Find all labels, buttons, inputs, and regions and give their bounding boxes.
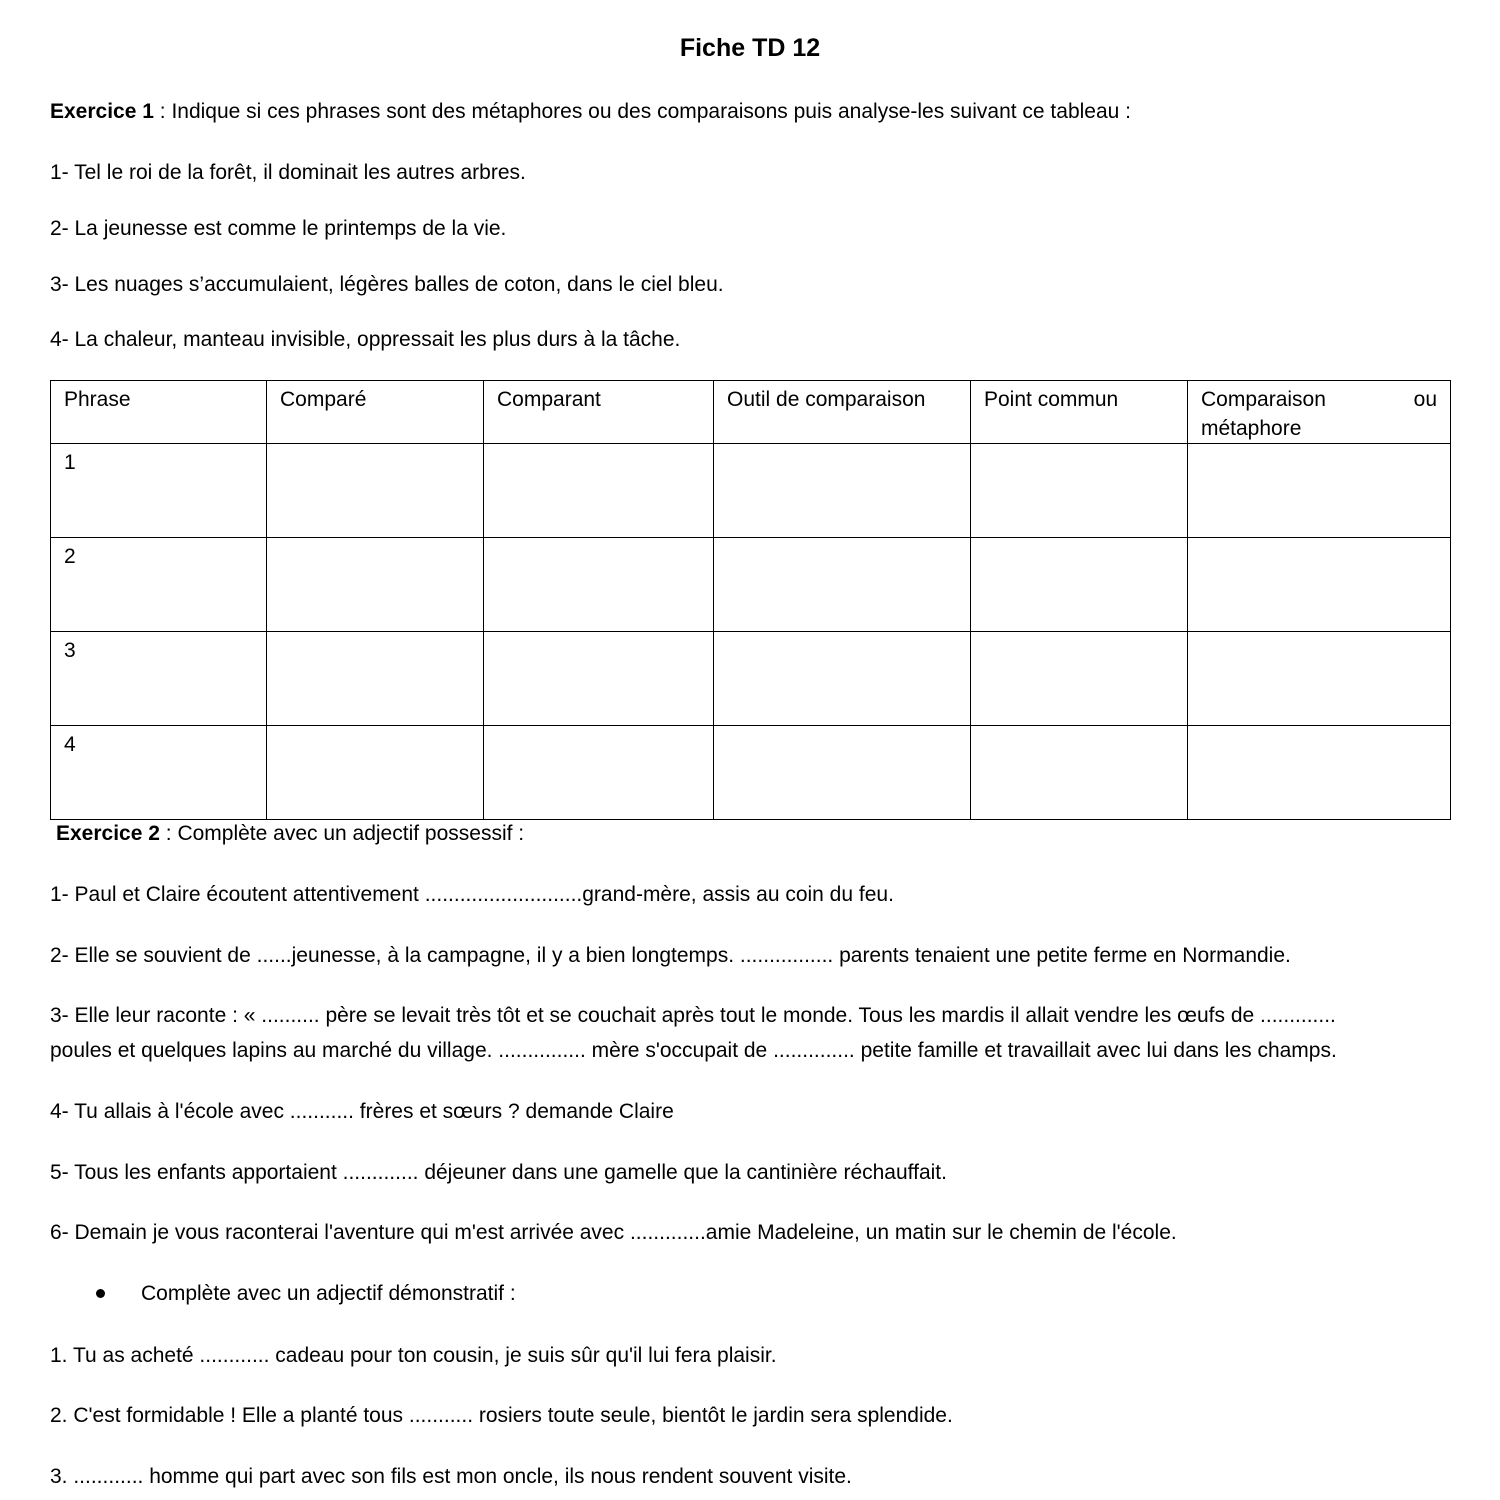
exercise1-sentence-1: 1- Tel le roi de la forêt, il dominait les autres arbres. xyxy=(50,161,526,184)
answer-cell[interactable] xyxy=(971,538,1188,632)
demonstrative-sentence-2: 2. C'est formidable ! Elle a planté tous ........... rosiers toute seule, bientôt le jardin sera splendide. xyxy=(50,1404,953,1427)
exercise2-sentence-1: 1- Paul et Claire écoutent attentivement ...........................grand-mère, assis au coin du feu. xyxy=(50,883,894,906)
header-type-word2: ou xyxy=(1413,388,1437,411)
demonstrative-sentence-3: 3. ............ homme qui part avec son fils est mon oncle, ils nous rendent souvent visite. xyxy=(50,1465,852,1488)
answer-cell[interactable] xyxy=(971,444,1188,538)
header-compare: Comparé xyxy=(267,381,484,444)
exercise1-sentence-3: 3- Les nuages s’accumulaient, légères balles de coton, dans le ciel bleu. xyxy=(50,273,724,296)
row-number: 2 xyxy=(51,538,267,632)
answer-cell[interactable] xyxy=(484,444,714,538)
answer-cell[interactable] xyxy=(1188,726,1451,820)
answer-cell[interactable] xyxy=(267,444,484,538)
analysis-table xyxy=(50,380,1451,820)
exercise2-sentence-3-line2: poules et quelques lapins au marché du village. ............... mère s'occupait de .............. petite famille et travaillait avec lui dans les champs. xyxy=(50,1039,1337,1062)
exercise1-instruction-text: : Indique si ces phrases sont des métaphores ou des comparaisons puis analyse-les suivant ce tableau : xyxy=(153,100,1131,123)
exercise2-sentence-6: 6- Demain je vous raconterai l'aventure qui m'est arrivée avec .............amie Madeleine, un matin sur le chemin de l'école. xyxy=(50,1221,1177,1244)
row-number: 1 xyxy=(51,444,267,538)
header-point-commun: Point commun xyxy=(971,381,1188,444)
header-type xyxy=(1188,381,1451,444)
exercise2-sentence-4: 4- Tu allais à l'école avec ........... frères et sœurs ? demande Claire xyxy=(50,1100,674,1123)
table-row xyxy=(51,632,1451,726)
bullet-icon xyxy=(96,1289,105,1298)
header-phrase: Phrase xyxy=(51,381,267,444)
answer-cell[interactable] xyxy=(1188,444,1451,538)
table-row xyxy=(51,726,1451,820)
exercise2-instruction xyxy=(56,821,524,847)
answer-cell[interactable] xyxy=(971,632,1188,726)
answer-cell[interactable] xyxy=(484,538,714,632)
header-type-word3: métaphore xyxy=(1201,417,1302,440)
table-header-row xyxy=(51,381,1451,444)
row-number: 3 xyxy=(51,632,267,726)
page-title: Fiche TD 12 xyxy=(679,34,821,62)
header-outil: Outil de comparaison xyxy=(714,381,971,444)
exercise2-heading: Exercice 2 xyxy=(56,822,160,845)
exercise1-instruction xyxy=(50,99,1131,125)
header-type-word1: Comparaison xyxy=(1201,388,1326,411)
exercise1-sentence-4: 4- La chaleur, manteau invisible, oppressait les plus durs à la tâche. xyxy=(50,328,681,351)
answer-cell[interactable] xyxy=(267,726,484,820)
answer-cell[interactable] xyxy=(971,726,1188,820)
header-comparant: Comparant xyxy=(484,381,714,444)
answer-cell[interactable] xyxy=(484,726,714,820)
answer-cell[interactable] xyxy=(484,632,714,726)
answer-cell[interactable] xyxy=(714,538,971,632)
demonstrative-instruction: Complète avec un adjectif démonstratif : xyxy=(141,1282,516,1305)
table-row xyxy=(51,444,1451,538)
answer-cell[interactable] xyxy=(267,538,484,632)
exercise1-sentence-2: 2- La jeunesse est comme le printemps de la vie. xyxy=(50,217,507,240)
answer-cell[interactable] xyxy=(714,444,971,538)
row-number: 4 xyxy=(51,726,267,820)
answer-cell[interactable] xyxy=(714,632,971,726)
exercise2-sentence-5: 5- Tous les enfants apportaient ............. déjeuner dans une gamelle que la cantinière réchauffait. xyxy=(50,1161,947,1184)
table-row xyxy=(51,538,1451,632)
answer-cell[interactable] xyxy=(267,632,484,726)
demonstrative-sentence-1: 1. Tu as acheté ............ cadeau pour ton cousin, je suis sûr qu'il lui fera plaisir. xyxy=(50,1344,777,1367)
answer-cell[interactable] xyxy=(1188,632,1451,726)
exercise1-heading: Exercice 1 xyxy=(50,100,154,123)
answer-cell[interactable] xyxy=(1188,538,1451,632)
exercise2-sentence-2: 2- Elle se souvient de ......jeunesse, à la campagne, il y a bien longtemps. ................ parents tenaient une petite ferme en Normandie. xyxy=(50,944,1291,967)
exercise2-instruction-text: : Complète avec un adjectif possessif : xyxy=(159,822,525,845)
header-type-line1 xyxy=(1201,385,1437,414)
exercise2-sentence-3-line1: 3- Elle leur raconte : « .......... père se levait très tôt et se couchait après tout le monde. Tous les mardis il allait vendre les œufs de ............. xyxy=(50,1004,1336,1027)
answer-cell[interactable] xyxy=(714,726,971,820)
